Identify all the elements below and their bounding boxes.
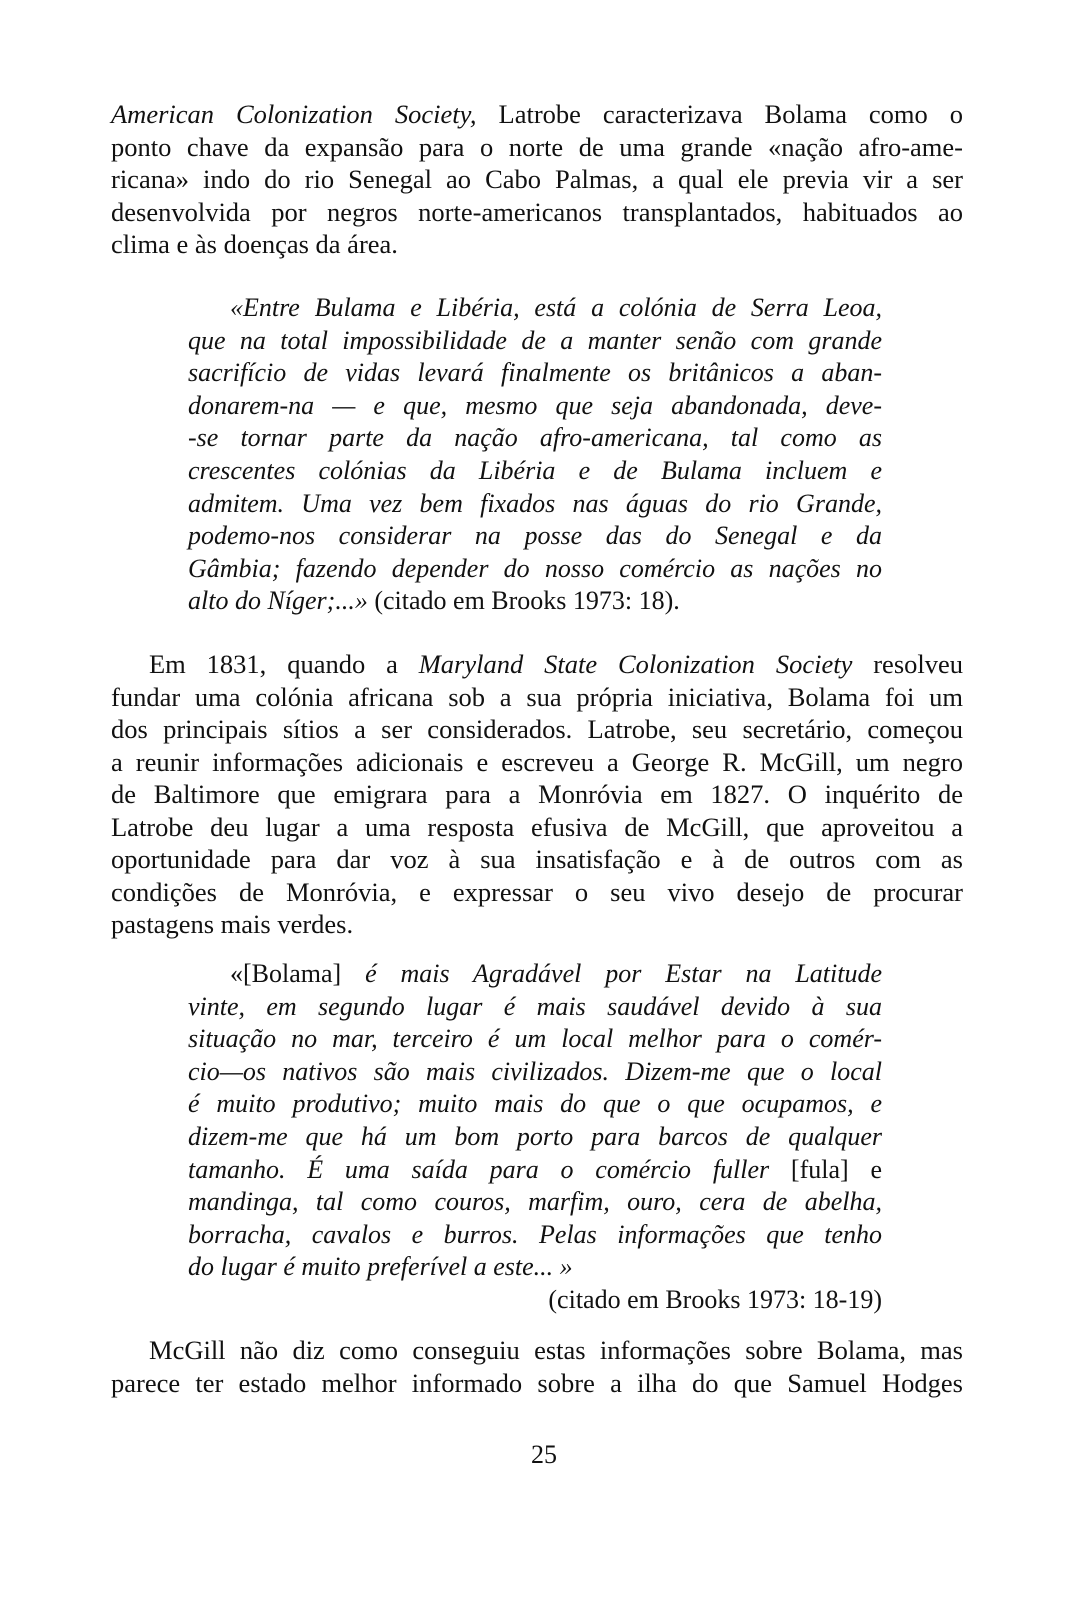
text-line: pastagens mais verdes. <box>111 909 354 939</box>
quote-line: que na total impossibilidade de a manter senão com grande <box>188 325 882 355</box>
quote-line: borracha, cavalos e burros. Pelas informações que tenho <box>188 1219 882 1249</box>
quote-line: cio—os nativos são mais civilizados. Dizem-me que o local <box>188 1056 882 1086</box>
quote-line: alto do Níger;...» (citado em Brooks 1973: 18). <box>188 586 680 616</box>
text-line: de Baltimore que emigrara para a Monróvia em 1827. O inquérito de <box>111 779 963 809</box>
quote-line: admitem. Uma vez bem fixados nas águas do rio Grande, <box>188 488 882 518</box>
text-line: dos principais sítios a ser considerados. Latrobe, seu secretário, começou <box>111 714 963 744</box>
text-line: clima e às doenças da área. <box>111 229 398 259</box>
citation: (citado em Brooks 1973: 18-19) <box>548 1284 882 1314</box>
paragraph-3 <box>111 1334 963 1399</box>
text-line: ponto chave da expansão para o norte de uma grande «nação afro-ame- <box>111 131 963 162</box>
block-quote-2 <box>188 958 882 1317</box>
italic-title: American Colonization Society, <box>111 99 477 129</box>
quote-line: sacrifício de vidas levará finalmente os britânicos a aban- <box>188 358 882 388</box>
quote-line: donarem-na — e que, mesmo que seja abandonada, deve- <box>188 390 882 420</box>
quote-line: é muito produtivo; muito mais do que o que ocupamos, e <box>188 1089 882 1119</box>
quote-line: tamanho. É uma saída para o comércio fuller [fula] e <box>188 1154 882 1184</box>
text-line: McGill não diz como conseguiu estas informações sobre Bolama, mas <box>149 1335 963 1365</box>
quote-line: Gâmbia; fazendo depender do nosso comércio as nações no <box>188 553 882 583</box>
text-line: American Colonization Society, Latrobe caracterizava Bolama como o <box>111 99 963 129</box>
quote-line: «Entre Bulama e Libéria, está a colónia de Serra Leoa, <box>230 293 882 322</box>
quote-line: «[Bolama] é mais Agradável por Estar na Latitude <box>230 959 883 988</box>
text-line: Em 1831, quando a Maryland State Colonization Society resolveu <box>149 649 964 679</box>
text-line: fundar uma colónia africana sob a sua própria iniciativa, Bolama foi um <box>111 681 963 712</box>
quote-line: crescentes colónias da Libéria e de Bulama incluem e <box>188 455 882 485</box>
text-line: ricana» indo do rio Senegal ao Cabo Palmas, a qual ele previa vir a ser <box>111 164 963 194</box>
block-quote-1 <box>188 292 882 618</box>
text-line: oportunidade para dar voz à sua insatisfação e à de outros com as <box>111 844 963 874</box>
italic-title: Maryland State Colonization Society <box>418 649 853 679</box>
text-line: parece ter estado melhor informado sobre a ilha do que Samuel Hodges <box>111 1367 963 1398</box>
quote-line: vinte, em segundo lugar é mais saudável devido à sua <box>188 991 882 1021</box>
text-line: desenvolvida por negros norte-americanos transplantados, habituados ao <box>111 196 963 227</box>
page-number: 25 <box>531 1440 557 1469</box>
quote-line: mandinga, tal como couros, marfim, ouro, cera de abelha, <box>188 1187 882 1217</box>
citation: (citado em Brooks 1973: 18). <box>367 586 680 616</box>
text-line: Latrobe deu lugar a uma resposta efusiva de McGill, que aproveitou a <box>111 811 963 842</box>
quote-line: podemo-nos considerar na posse das do Senegal e da <box>188 521 882 551</box>
quote-line: -se tornar parte da nação afro-americana, tal como as <box>188 423 882 453</box>
paragraph-2 <box>111 648 963 941</box>
quote-line: situação no mar, terceiro é um local melhor para o comér- <box>188 1024 882 1054</box>
text-line: a reunir informações adicionais e escreveu a George R. McGill, um negro <box>111 746 963 777</box>
quote-line: dizem-me que há um bom porto para barcos de qualquer <box>188 1121 882 1151</box>
text-line: condições de Monróvia, e expressar o seu vivo desejo de procurar <box>111 876 963 907</box>
quote-line: do lugar é muito preferível a este... » <box>188 1252 573 1282</box>
paragraph-1 <box>111 98 963 261</box>
